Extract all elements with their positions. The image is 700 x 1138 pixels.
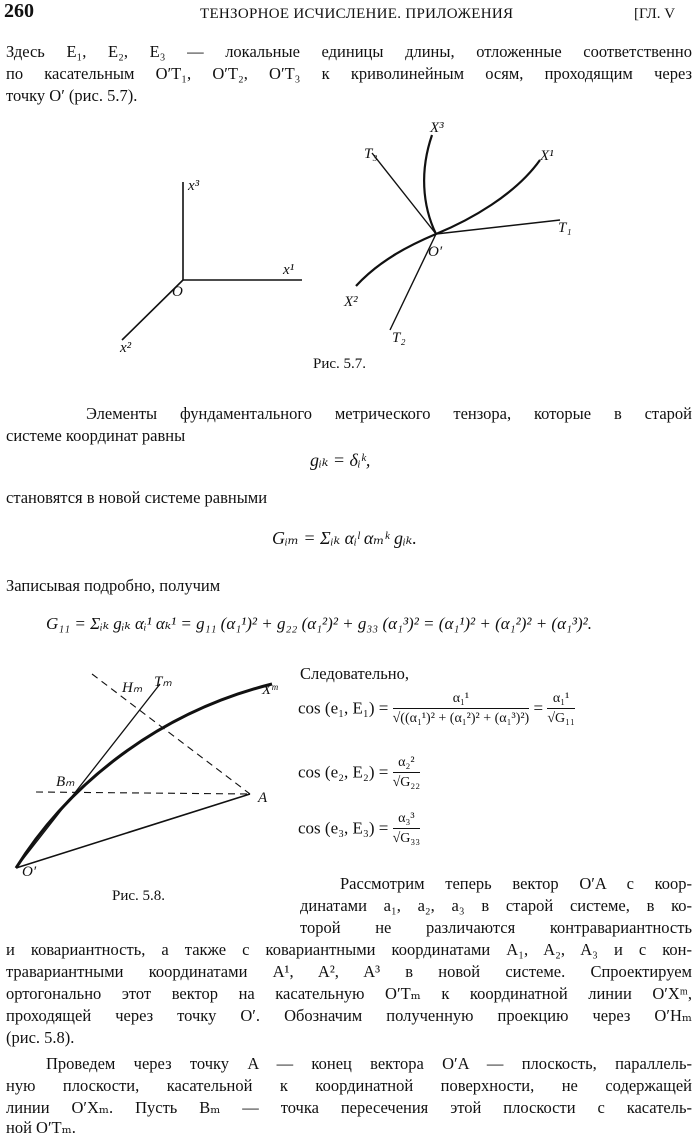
label-T2: T₂ [392, 330, 406, 346]
label-x1: x¹ [283, 262, 295, 278]
cos2-fraction [393, 754, 421, 793]
label-O: O′ [22, 864, 37, 880]
figure-5-8 [0, 662, 300, 882]
figure-5-8-caption: Рис. 5.8. [112, 888, 166, 904]
cos1-fraction-2 [547, 690, 575, 729]
curve-X3 [424, 135, 436, 234]
text-line: точку O′ (рис. 5.7). [6, 86, 138, 105]
text-line: ную плоскости, касательной к координатной поверхности, не содержащей [6, 1076, 692, 1095]
text-line: динатами a₁, a₂, a₃ в старой системе, в ко- [300, 896, 692, 915]
parallel-AB [36, 792, 250, 794]
cos2-numerator: α₂² [393, 754, 421, 773]
chapter-marker: [ГЛ. V [634, 6, 676, 22]
label-o: O [172, 284, 183, 300]
cos3-fraction [393, 810, 421, 849]
cos1-fraction [393, 690, 530, 729]
cos1-equals: = [533, 698, 544, 718]
text-line: линии O′Xₘ. Пусть Bₘ — точка пересечения этой плоскости с касатель- [6, 1098, 692, 1117]
figure-5-7-caption: Рис. 5.7. [313, 356, 367, 372]
text-line: проходящей через точку O′. Обозначим полученную проекцию через O′Hₘ [6, 1006, 692, 1025]
text-line: Рассмотрим теперь вектор O′A с коор- [340, 874, 692, 893]
text-line: травариантными координатами A¹, A², A³ в новой системе. Спроектируем [6, 962, 692, 981]
text-line: по касательным O′T₁, O′T₂, O′T₃ к криволинейным осям, проходящим через [6, 64, 692, 83]
cos2-denominator: √G₂₂ [392, 775, 421, 790]
text-line: Элементы фундаментального метрического тензора, которые в старой [86, 404, 692, 423]
text-line: и ковариантность, а также с ковариантными координатами A₁, A₂, A₃ и с кон- [6, 940, 692, 959]
label-X1: X¹ [540, 148, 554, 164]
equation-1: gᵢₖ = δᵢᵏ, [310, 450, 371, 470]
text-line: ной O′Tₘ. [6, 1118, 76, 1137]
label-x3: x³ [188, 178, 200, 194]
figure-5-7 [0, 110, 700, 370]
text-line: Следовательно, [300, 664, 409, 683]
label-A: A [258, 790, 268, 806]
curve-Xm [16, 684, 272, 868]
text-line: системе координат равны [6, 426, 186, 445]
equation-2: Gᵢₘ = Σᵢₖ αᵢˡ αₘᵏ gᵢₖ. [272, 528, 417, 548]
cos3-lhs: cos (e₃, E₃) = [298, 818, 389, 838]
running-title: ТЕНЗОРНОЕ ИСЧИСЛЕНИЕ. ПРИЛОЖЕНИЯ [200, 6, 514, 22]
text-line: Проведем через точку A — конец вектора O′A — плоскость, параллель- [46, 1054, 692, 1073]
text-line: торой не различаются контравариантность [300, 918, 692, 937]
equation-3: G₁₁ = Σᵢₖ gᵢₖ αᵢ¹ αₖ¹ = g₁₁ (α₁¹)² + g₂₂ (α₁²)² + g₃₃ (α₁³)² = (α₁¹)² + (α₁²)² + (α₁³)². [46, 614, 593, 633]
tangent-Tm [16, 684, 160, 868]
page-number: 260 [4, 0, 34, 22]
label-Hm: Hₘ [122, 680, 143, 696]
text-line: Здесь E₁, E₂, E₃ — локальные единицы длины, отложенные соответственно [6, 42, 692, 61]
label-X2: X² [344, 294, 358, 310]
label-T1: T₁ [558, 220, 572, 236]
text-line: (рис. 5.8). [6, 1028, 75, 1047]
cos1-numerator-2: α₁¹ [547, 690, 575, 709]
cos3-denominator: √G₃₃ [392, 831, 421, 846]
curve-X1 [436, 160, 540, 234]
perpendicular-AH [92, 674, 250, 794]
text-line: Записывая подробно, получим [6, 576, 221, 595]
cos-formula-3 [298, 810, 420, 849]
label-Bm: Bₘ [56, 774, 75, 790]
label-Tm: Tₘ [154, 674, 172, 690]
cos1-denominator-2: √G₁₁ [547, 711, 575, 726]
cos-formula-1 [298, 690, 575, 729]
cos1-denominator: √((α₁¹)² + (α₁²)² + (α₁³)²) [392, 711, 530, 726]
text-line: становятся в новой системе равными [6, 488, 268, 507]
label-x2: x² [120, 340, 132, 356]
label-Oprime: O′ [428, 244, 443, 260]
cos1-numerator: α₁¹ [393, 690, 530, 709]
vector-OA [16, 794, 250, 868]
tangent-T1 [436, 220, 560, 234]
cos3-numerator: α₃³ [393, 810, 421, 829]
text-line: ортогонально этот вектор на касательную O′Tₘ к координатной линии O′Xᵐ, [6, 984, 692, 1003]
label-T3: T₃ [364, 146, 378, 162]
label-X3: X³ [430, 120, 444, 136]
tangent-T3 [372, 153, 436, 234]
cos2-lhs: cos (e₂, E₂) = [298, 762, 389, 782]
cos1-lhs: cos (e₁, E₁) = [298, 698, 389, 718]
label-Xm: Xᵐ [262, 682, 278, 698]
cos-formula-2 [298, 754, 420, 793]
